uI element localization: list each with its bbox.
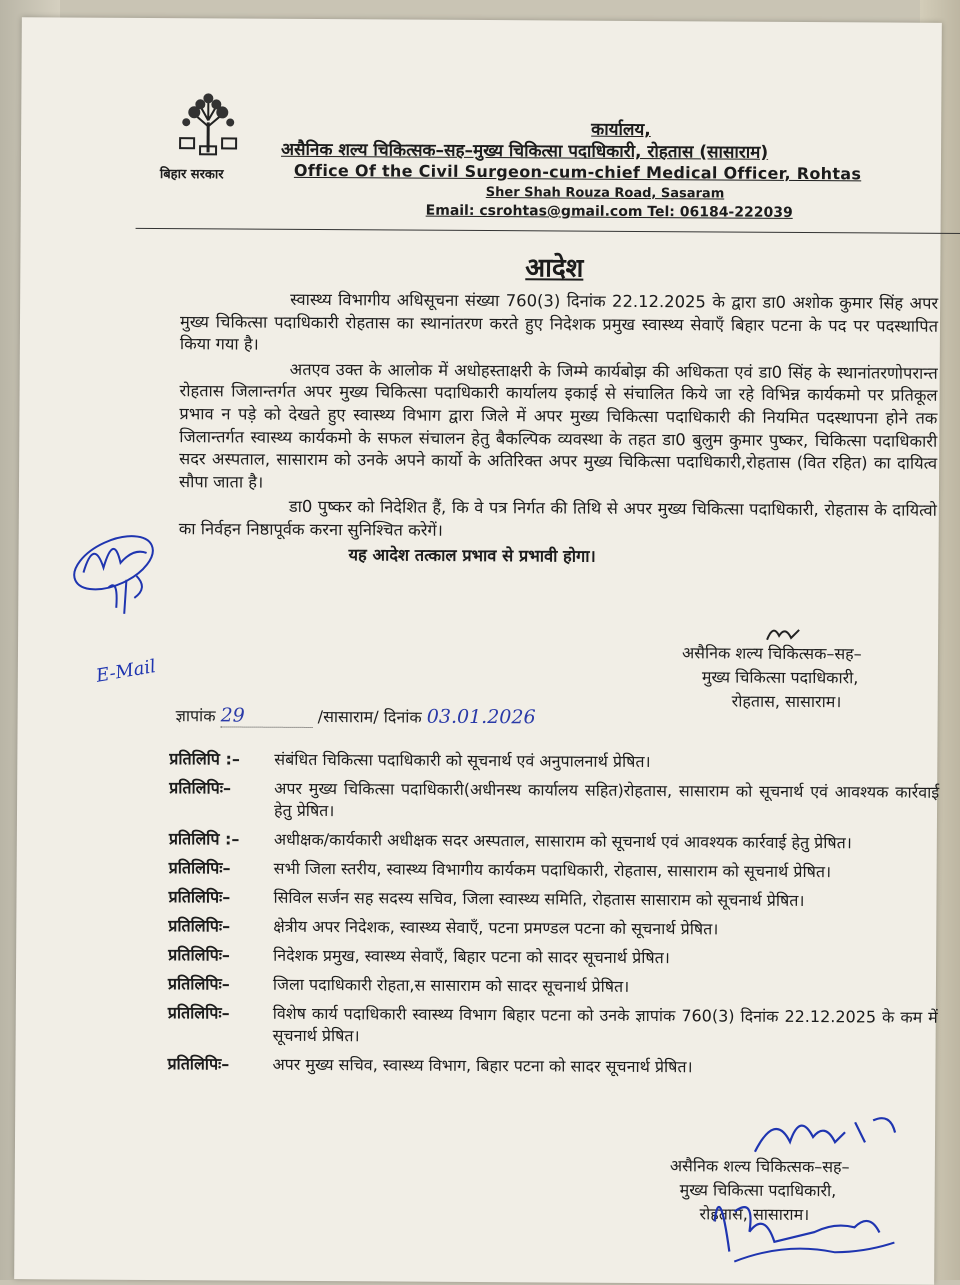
memo-number-field bbox=[221, 704, 313, 728]
office-address: Sher Shah Rouza Road, Sasaram bbox=[485, 185, 725, 202]
signature-block-1 bbox=[682, 641, 862, 714]
header-divider bbox=[136, 228, 960, 234]
copy-row bbox=[168, 973, 938, 1000]
copy-row bbox=[169, 828, 939, 855]
office-heading-hindi: कार्यालय, bbox=[591, 119, 651, 141]
memo-place: /सासाराम/ दिनांक bbox=[317, 707, 422, 727]
signatory-line-3: रोहतास, सासाराम। bbox=[731, 691, 842, 712]
copy-row bbox=[169, 748, 939, 775]
signatory-line-1: असैनिक शल्य चिकित्सक–सह– bbox=[681, 643, 862, 664]
copy-text: अधीक्षक/कार्यकारी अधीक्षक सदर अस्पताल, सासाराम को सूचनार्थ एवं आवश्यक कार्रवाई हेतु प्रेषित। bbox=[273, 829, 852, 853]
order-title: आदेश bbox=[525, 253, 584, 284]
memo-label: ज्ञापांक bbox=[175, 706, 216, 726]
copy-text: क्षेत्रीय अपर निदेशक, स्वास्थ्य सेवाएँ, पटना प्रमण्डल पटना को सूचनार्थ प्रेषित। bbox=[273, 916, 719, 939]
copy-label: प्रतिलिपि :– bbox=[168, 829, 240, 849]
copy-text: विशेष कार्य पदाधिकारी स्वास्थ्य विभाग बिहार पटना को उनके ज्ञापांक 760(3) दिनांक 22.12.2025 के कम में सूचनार्थ प्रेषित। bbox=[272, 1003, 938, 1046]
copy-text: सभी जिला स्तरीय, स्वास्थ्य विभागीय कार्यकम पदाधिकारी, रोहतास, सासाराम को सूचनार्थ प्रेषित। bbox=[273, 858, 832, 882]
order-body bbox=[179, 288, 939, 572]
memo-reference bbox=[176, 704, 536, 729]
office-title-hindi: असैनिक शल्य चिकित्सक–सह–मुख्य चिकित्सा पदाधिकारी, रोहतास (सासाराम) bbox=[280, 139, 769, 163]
order-paragraph-2: अतएव उक्त के आलोक में अधोहस्ताक्षरी के जिम्मे कार्यबोझ की अधिकता एवं डा0 सिंह के स्थानांतरणोपरान्त रोहतास जिलान्तर्गत अपर मुख्य चिकित्सा पदाधिकारी कार्यालय इकाई से संचालित किये जा रहे विभिन्न कार्यकमो पर प्रतिकूल प्रभाव न पड़े को देखते हुए स्वास्थ्य विभाग द्वारा जिले में अपर मुख्य चिकित्सा पदाधिकारी की नियमित पदस्थापना होने तक जिलान्तर्गत स्वास्थ्य कार्यकमो के सफल संचालन हेतु बैकल्पिक व्यवस्था के तहत डा0 बुलुम कुमार पुष्कर, चिकित्सा पदाधिकारी सदर अस्पताल, सासाराम को उनके अपने कार्यो के अतिरिक्त अपर मुख्य चिकित्सा पदाधिकारी,रोहतास (वित रहित) का दायित्व सौपा जाता है। bbox=[178, 359, 938, 492]
copy-label: प्रतिलिपिः– bbox=[169, 778, 232, 798]
order-paragraph-1: स्वास्थ्य विभागीय अधिसूचना संख्या 760(3) दिनांक 22.12.2025 के द्वारा डा0 अशोक कुमार सिंह अपर मुख्य चिकित्सा पदाधिकारी रोहतास का स्थानांतरण करते हुए निदेशक प्रमुख स्वास्थ्य सेवाएँ बिहार पटना के पद पर पदस्थापित किया गया है। bbox=[179, 289, 939, 354]
letterhead bbox=[136, 80, 960, 225]
copy-label: प्रतिलिपिः– bbox=[168, 887, 231, 907]
copy-text: सिविल सर्जन सह सदस्य सचिव, जिला स्वास्थ्य समिति, रोहतास सासाराम को सूचनार्थ प्रेषित। bbox=[273, 887, 805, 910]
office-title-english: Office Of the Civil Surgeon-cum-chief Medical Officer, Rohtas bbox=[293, 160, 862, 184]
copy-label: प्रतिलिपिः– bbox=[167, 974, 230, 994]
copy-row bbox=[168, 944, 938, 971]
order-paragraph-3: डा0 पुष्कर को निदेशित हैं, कि वे पत्र निर्गत की तिथि से अपर मुख्य चिकित्सा पदाधिकारी, रोहतास के दायित्वो का निर्वहन निष्ठापूर्वक करना सुनिश्चित करेगें। bbox=[178, 497, 937, 540]
copy-label: प्रतिलिपिः– bbox=[168, 916, 231, 936]
copy-text: संबंधित चिकित्सा पदाधिकारी को सूचनार्थ एवं अनुपालनार्थ प्रेषित। bbox=[274, 749, 651, 772]
handwritten-initials-left bbox=[58, 517, 169, 628]
copy-text: निदेशक प्रमुख, स्वास्थ्य सेवाएँ, बिहार पटना को सादर सूचनार्थ प्रेषित। bbox=[273, 945, 670, 968]
bodhi-tree-icon bbox=[176, 92, 240, 156]
order-effect-line: यह आदेश तत्काल प्रभाव से प्रभावी होगा। bbox=[348, 544, 596, 566]
signatory-line-2: मुख्य चिकित्सा पदाधिकारी, bbox=[701, 667, 859, 688]
copy-text: जिला पदाधिकारी रोहता,स सासाराम को सादर सूचनार्थ प्रेषित। bbox=[272, 974, 630, 996]
document-sheet bbox=[14, 17, 942, 1285]
copy-row bbox=[169, 777, 939, 826]
copy-label: प्रतिलिपिः– bbox=[167, 1054, 230, 1074]
emblem-caption: बिहार सरकार bbox=[159, 167, 224, 183]
copy-label: प्रतिलिपि :– bbox=[169, 749, 240, 769]
copy-row bbox=[168, 1002, 938, 1051]
signatory-line-1: असैनिक शल्य चिकित्सक–सह– bbox=[669, 1156, 850, 1177]
copy-row bbox=[168, 886, 938, 913]
copy-text: अपर मुख्य चिकित्सा पदाधिकारी(अधीनस्थ कार्यालय सहित)रोहतास, सासाराम को सूचनार्थ एवं आवश्यक कार्रवाई हेतु प्रेषित। bbox=[273, 778, 940, 821]
handwritten-email-note: E-Mail bbox=[94, 655, 158, 687]
memo-number: 29 bbox=[220, 704, 245, 727]
copy-row bbox=[167, 1053, 937, 1080]
copy-row bbox=[169, 857, 939, 884]
copy-row bbox=[168, 915, 938, 942]
copy-distribution-list bbox=[167, 748, 939, 1087]
copy-label: प्रतिलिपिः– bbox=[168, 945, 231, 965]
memo-date: 03.01.2026 bbox=[426, 705, 536, 729]
copy-text: अपर मुख्य सचिव, स्वास्थ्य विभाग, बिहार पटना को सादर सूचनार्थ प्रेषित। bbox=[272, 1054, 693, 1077]
bihar-government-emblem bbox=[156, 92, 257, 203]
signatory-line-2: मुख्य चिकित्सा पदाधिकारी, bbox=[679, 1180, 837, 1201]
office-contact: Email: csrohtas@gmail.com Tel: 06184-222039 bbox=[425, 202, 793, 221]
copy-label: प्रतिलिपिः– bbox=[168, 858, 231, 878]
signatory-line-3: रोहतास, सासाराम। bbox=[699, 1204, 810, 1225]
copy-label: प्रतिलिपिः– bbox=[167, 1003, 230, 1023]
handwritten-signature-bottom bbox=[694, 1101, 925, 1272]
